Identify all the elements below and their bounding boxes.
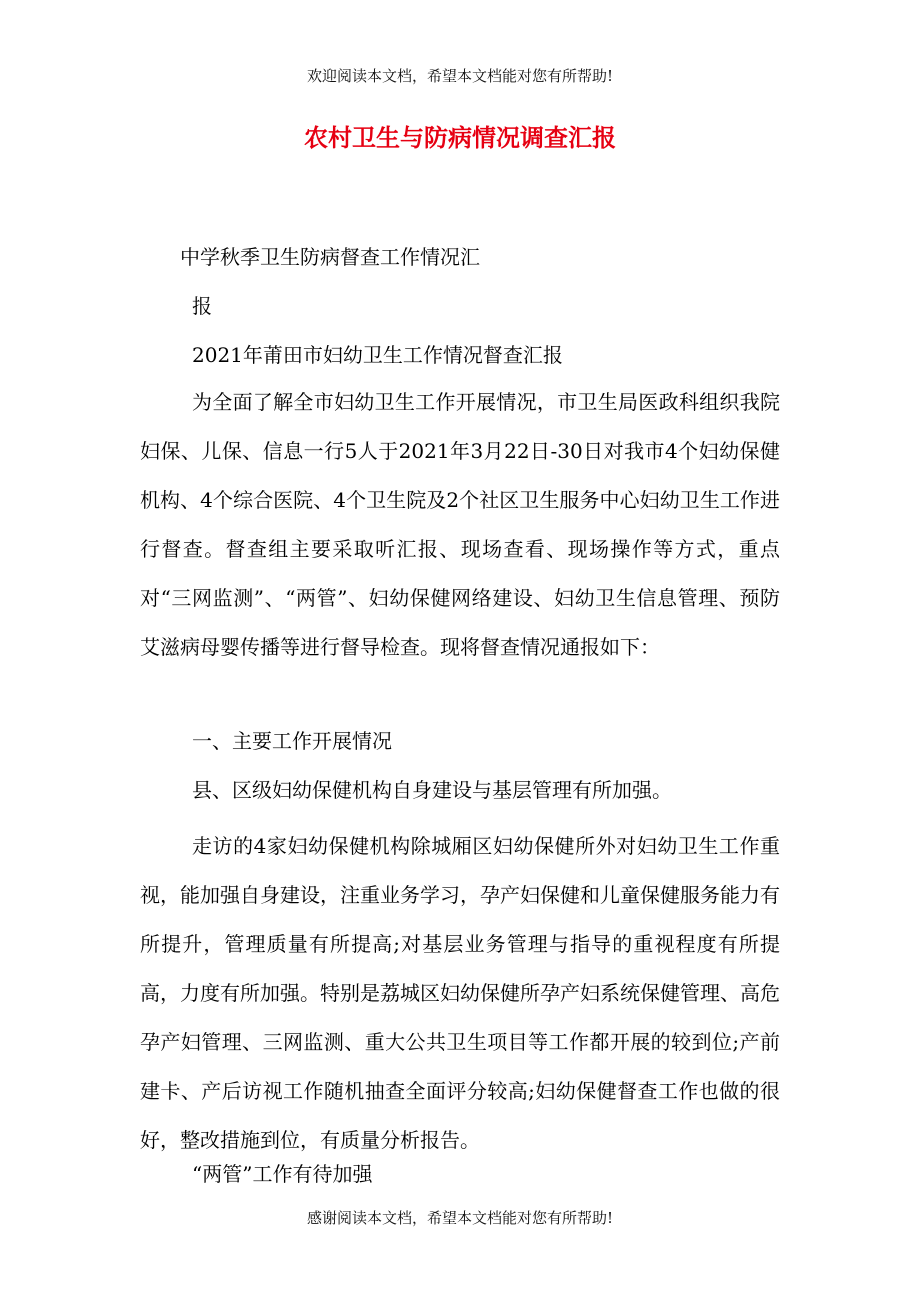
document-title: 农村卫生与防病情况调查汇报	[304, 124, 616, 152]
paragraph-2: 走访的4家妇幼保健机构除城厢区妇幼保健所外对妇幼卫生工作重视，能加强自身建设，注重业务学习，孕产妇保健和儿童保健服务能力有所提升，管理质量有所提高;对基层业务管理与指导的重视程度有所提高，力度有所加强。特别是荔城区妇幼保健所孕产妇系统保健管理、高危孕产妇管理、三网监测、重大公共卫生项目等工作都开展的较到位;产前建卡、产后访视工作随机抽查全面评分较高;妇幼保健督查工作也做的很好，整改措施到位，有质量分析报告。	[140, 834, 780, 1152]
subsection-1-heading: 县、区级妇幼保健机构自身建设与基层管理有所加强。	[192, 778, 672, 802]
footer-note: 感谢阅读本文档，希望本文档能对您有所帮助!	[306, 1209, 614, 1227]
subsection-2-heading: “两管”工作有待加强	[192, 1162, 373, 1186]
subtitle-line-1: 中学秋季卫生防病督查工作情况汇	[180, 245, 480, 269]
report-heading: 2021年莆田市妇幼卫生工作情况督查汇报	[192, 343, 563, 367]
section-1-heading: 一、主要工作开展情况	[192, 729, 392, 753]
subtitle-line-2: 报	[192, 294, 212, 318]
paragraph-1: 为全面了解全市妇幼卫生工作开展情况，市卫生局医政科组织我院妇保、儿保、信息一行5人于2021年3月22日-30日对我市4个妇幼保健机构、4个综合医院、4个卫生院及2个社区卫生服务中心妇幼卫生工作进行督查。督查组主要采取听汇报、现场查看、现场操作等方式，重点对“三网监测”、“两管”、妇幼保健网络建设、妇幼卫生信息管理、预防艾滋病母婴传播等进行督导检查。现将督查情况通报如下：	[140, 390, 780, 659]
header-note: 欢迎阅读本文档，希望本文档能对您有所帮助!	[306, 67, 614, 85]
